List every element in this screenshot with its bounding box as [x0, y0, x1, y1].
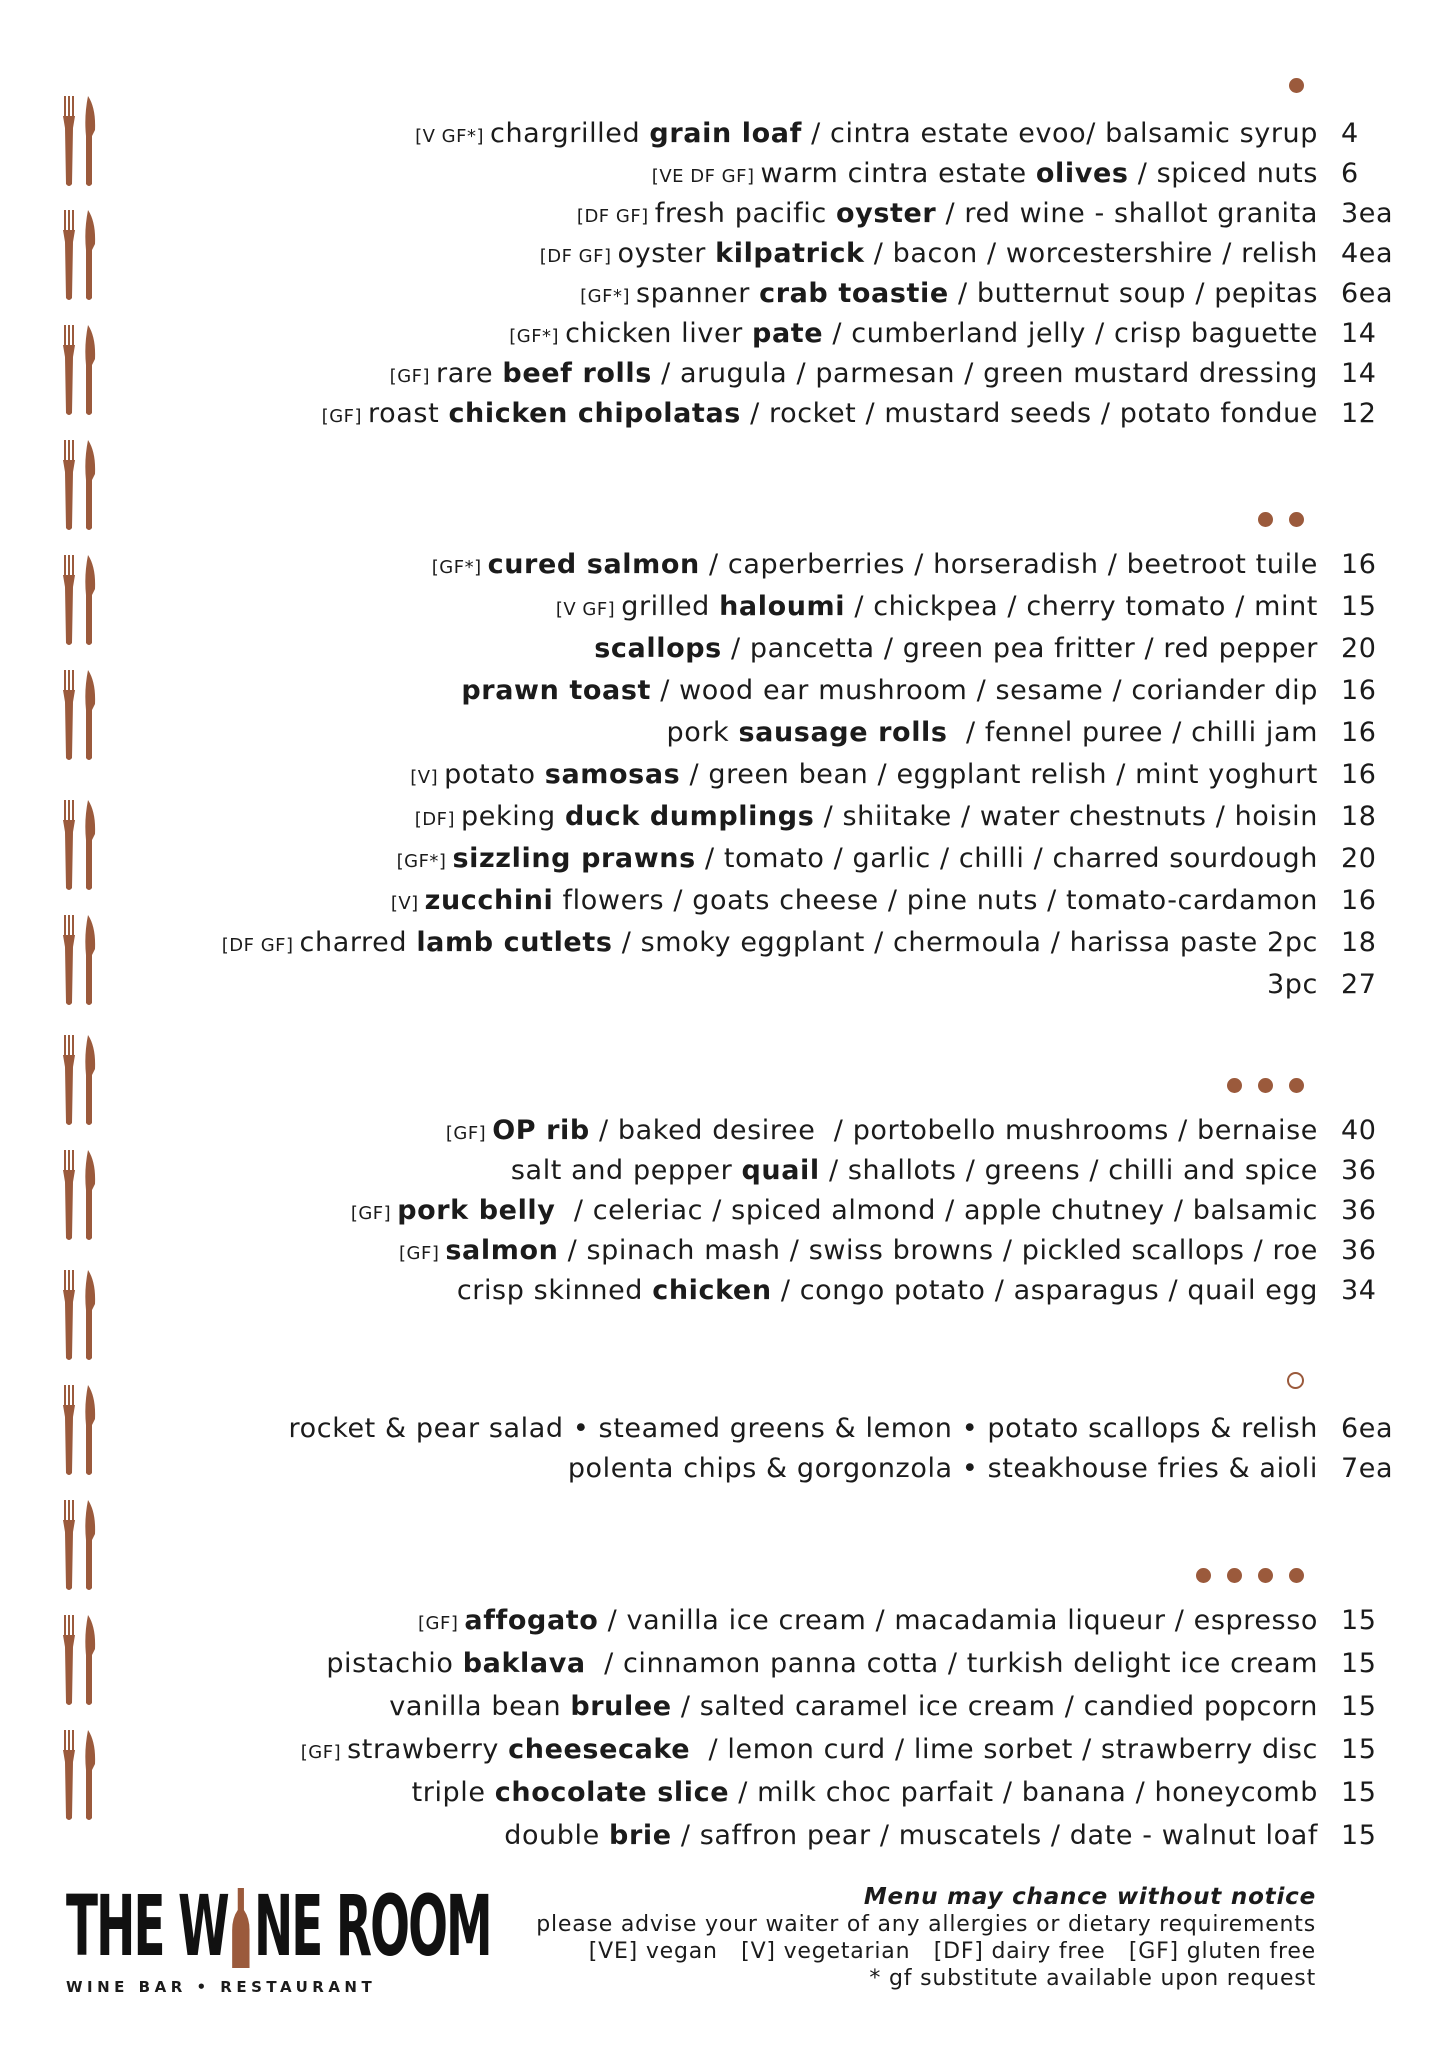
footer-notes — [536, 1884, 1316, 1992]
item-pre-text: potato — [444, 759, 545, 790]
item-description — [436, 358, 1318, 389]
menu-item — [418, 1604, 1318, 1641]
item-pre-text: polenta chips & gorgonzola • steakhouse fries & aioli — [567, 1453, 1318, 1484]
item-description — [618, 238, 1319, 269]
item-description — [761, 158, 1319, 189]
dot-marker — [1258, 1078, 1273, 1093]
item-post-text: / spiced nuts — [1128, 158, 1318, 189]
item-price: 36 — [1341, 1195, 1377, 1226]
item-bold-text: oyster — [835, 198, 937, 229]
section-marker — [1258, 512, 1304, 527]
item-price: 20 — [1341, 633, 1377, 664]
item-price: 16 — [1341, 885, 1377, 916]
menu-item — [412, 1776, 1318, 1813]
item-post-text: / congo potato / asparagus / quail egg — [771, 1275, 1318, 1306]
item-bold-text: crab toastie — [759, 278, 949, 309]
dietary-tag: [V] — [390, 893, 419, 914]
open-circle-marker — [1287, 1372, 1304, 1389]
item-price: 27 — [1341, 969, 1377, 1000]
item-price: 4ea — [1341, 238, 1394, 269]
item-post-text: / celeriac / spiced almond / apple chutney / balsamic — [555, 1195, 1318, 1226]
item-price: 40 — [1341, 1115, 1377, 1146]
section-marker — [1196, 1568, 1304, 1583]
item-bold-text: brie — [609, 1820, 672, 1851]
dot-marker — [1227, 1568, 1242, 1583]
menu-item — [540, 237, 1318, 274]
item-price: 15 — [1341, 591, 1377, 622]
dietary-tag: [DF GF] — [576, 206, 649, 227]
item-pre-text: vanilla bean — [389, 1691, 571, 1722]
item-post-text: / shiitake / water chestnuts / hoisin — [814, 801, 1318, 832]
item-description — [594, 633, 1318, 664]
item-bold-text: beef rolls — [502, 358, 652, 389]
gf-substitute-note: * gf substitute available upon request — [869, 1966, 1316, 1991]
item-pre-text: crisp skinned — [456, 1275, 653, 1306]
item-description — [326, 1648, 1318, 1679]
item-price: 15 — [1341, 1820, 1377, 1851]
menu-item — [391, 884, 1318, 921]
item-pre-text: chargrilled — [490, 118, 650, 149]
item-price: 15 — [1341, 1648, 1377, 1679]
item-post-text: / cintra estate evoo/ balsamic syrup — [801, 118, 1318, 149]
item-price: 36 — [1341, 1155, 1377, 1186]
item-bold-text: lamb cutlets — [416, 927, 613, 958]
dietary-tag: [GF] — [300, 1742, 342, 1763]
item-bold-text: prawn toast — [461, 675, 652, 706]
dietary-tag: [GF*] — [396, 851, 447, 872]
dietary-tag: [DF GF] — [221, 935, 294, 956]
item-description — [504, 1820, 1318, 1851]
dietary-tag: [GF] — [445, 1123, 487, 1144]
item-price: 15 — [1341, 1605, 1377, 1636]
item-description — [461, 675, 1318, 706]
item-bold-text: cured salmon — [487, 549, 700, 580]
item-description — [492, 1115, 1318, 1146]
menu-change-notice: Menu may chance without notice — [863, 1884, 1316, 1910]
item-description — [621, 591, 1318, 622]
item-description — [655, 198, 1318, 229]
dot-marker — [1289, 78, 1304, 93]
item-description — [347, 1734, 1318, 1765]
menu-item — [322, 397, 1318, 434]
menu-item — [1267, 968, 1318, 1005]
item-price: 6 — [1341, 158, 1359, 189]
item-description — [464, 1605, 1318, 1636]
dietary-tag: [GF] — [389, 366, 431, 387]
menu-item — [390, 357, 1318, 394]
item-post-text: flowers / goats cheese / pine nuts / tomato-cardamon — [553, 885, 1318, 916]
dot-marker — [1289, 512, 1304, 527]
item-post-text: / cinnamon panna cotta / turkish delight ice cream — [585, 1648, 1318, 1679]
item-bold-text: salmon — [445, 1235, 559, 1266]
menu-item — [461, 674, 1318, 711]
item-description — [389, 1691, 1318, 1722]
item-post-text: / arugula / parmesan / green mustard dressing — [651, 358, 1318, 389]
item-post-text: / butternut soup / pepitas — [948, 278, 1318, 309]
dietary-tag: [GF] — [350, 1203, 392, 1224]
item-bold-text: affogato — [464, 1605, 599, 1636]
menu-item — [351, 1194, 1318, 1231]
item-pre-text: 3pc — [1267, 969, 1318, 1000]
fork-knife-icon — [62, 1500, 98, 1590]
item-bold-text: brulee — [570, 1691, 672, 1722]
item-price: 4 — [1341, 118, 1359, 149]
menu-item — [594, 632, 1318, 669]
item-bold-text: sausage rolls — [738, 717, 948, 748]
item-description — [565, 318, 1318, 349]
dietary-tag: [GF] — [399, 1243, 440, 1264]
menu-item — [326, 1647, 1318, 1684]
item-bold-text: quail — [741, 1155, 820, 1186]
item-description — [511, 1155, 1318, 1186]
item-pre-text: charred — [299, 927, 417, 958]
item-bold-text: pate — [752, 318, 824, 349]
menu-item — [399, 1234, 1318, 1271]
menu-item — [556, 590, 1318, 627]
item-pre-text: roast — [368, 398, 449, 429]
fork-knife-icon — [62, 210, 98, 300]
fork-knife-icon — [62, 1270, 98, 1360]
item-pre-text: spanner — [636, 278, 760, 309]
item-pre-text: pork — [666, 717, 739, 748]
item-bold-text: chocolate slice — [494, 1777, 730, 1808]
dietary-tag: [DF] — [414, 809, 456, 830]
item-pre-text: warm cintra estate — [760, 158, 1036, 189]
menu-item — [389, 1690, 1318, 1727]
item-pre-text: double — [504, 1820, 610, 1851]
item-description — [488, 549, 1318, 580]
fork-knife-icon — [62, 325, 98, 415]
item-price: 34 — [1341, 1275, 1377, 1306]
item-post-text: / pancetta / green pea fritter / red pepper — [721, 633, 1318, 664]
item-post-text: / saffron pear / muscatels / date - walnut loaf — [671, 1820, 1318, 1851]
item-post-text: / lemon curd / lime sorbet / strawberry disc — [690, 1734, 1318, 1765]
item-description — [368, 398, 1318, 429]
menu-item — [410, 758, 1318, 795]
item-price: 18 — [1341, 801, 1377, 832]
item-pre-text: chicken liver — [565, 318, 753, 349]
logo-text-left: THE W — [66, 1877, 228, 1975]
allergy-advice: please advise your waiter of any allergies or dietary requirements — [536, 1912, 1316, 1937]
item-pre-text: salt and pepper — [510, 1155, 742, 1186]
item-bold-text: kilpatrick — [715, 238, 865, 269]
menu-item — [511, 1154, 1318, 1191]
menu-item — [446, 1114, 1318, 1151]
item-bold-text: cheesecake — [508, 1734, 691, 1765]
item-pre-text: strawberry — [347, 1734, 509, 1765]
dietary-tag: [VE DF GF] — [651, 166, 755, 187]
item-price: 7ea — [1341, 1453, 1394, 1484]
item-post-text: / tomato / garlic / chilli / charred sourdough — [695, 843, 1318, 874]
wine-bottle-icon — [230, 1888, 251, 1968]
item-price: 6ea — [1341, 1413, 1394, 1444]
menu-item — [301, 1733, 1318, 1770]
item-bold-text: duck dumplings — [564, 801, 815, 832]
menu-item — [577, 197, 1318, 234]
item-post-text: / rocket / mustard seeds / potato fondue — [740, 398, 1318, 429]
item-post-text: / salted caramel ice cream / candied popcorn — [671, 1691, 1318, 1722]
dietary-tag: [V] — [410, 767, 439, 788]
item-price: 14 — [1341, 318, 1377, 349]
item-description — [1267, 969, 1318, 1000]
menu-item — [397, 842, 1318, 879]
dietary-tag: [DF GF] — [539, 246, 612, 267]
item-description — [568, 1453, 1318, 1484]
fork-knife-icon — [62, 1730, 98, 1820]
item-pre-text: rocket & pear salad • steamed greens & lemon • potato scallops & relish — [288, 1413, 1318, 1444]
item-bold-text: olives — [1035, 158, 1129, 189]
item-description — [412, 1777, 1318, 1808]
fork-knife-icon — [62, 1615, 98, 1705]
logo-tagline: WINE BAR • RESTAURANT — [66, 1978, 377, 1996]
dietary-tag: [GF] — [321, 406, 363, 427]
menu-item — [415, 800, 1318, 837]
item-post-text: / shallots / greens / chilli and spice — [819, 1155, 1318, 1186]
section-marker — [1287, 1372, 1304, 1389]
item-post-text: / caperberries / horseradish / beetroot tuile — [699, 549, 1318, 580]
item-pre-text: peking — [461, 801, 565, 832]
item-bold-text: samosas — [544, 759, 681, 790]
fork-knife-icon — [62, 670, 98, 760]
item-price: 16 — [1341, 549, 1377, 580]
item-post-text: / bacon / worcestershire / relish — [864, 238, 1318, 269]
dietary-tag: [GF] — [418, 1613, 459, 1634]
item-price: 16 — [1341, 675, 1377, 706]
item-post-text: / chickpea / cherry tomato / mint — [845, 591, 1318, 622]
item-description — [457, 1275, 1318, 1306]
item-description — [300, 927, 1318, 958]
dietary-tag: [GF*] — [580, 286, 631, 307]
menu-item — [568, 1452, 1318, 1489]
item-post-text: / baked desiree / portobello mushrooms / bernaise — [589, 1115, 1318, 1146]
item-post-text: / cumberland jelly / crisp baguette — [823, 318, 1318, 349]
item-description — [289, 1413, 1318, 1444]
item-price: 16 — [1341, 759, 1377, 790]
dot-marker — [1258, 1568, 1273, 1583]
item-bold-text: baklava — [462, 1648, 586, 1679]
dot-marker — [1289, 1568, 1304, 1583]
menu-item — [580, 277, 1318, 314]
item-price: 16 — [1341, 717, 1377, 748]
item-post-text: / milk choc parfait / banana / honeycomb — [729, 1777, 1318, 1808]
menu-item — [457, 1274, 1318, 1311]
item-post-text: / fennel puree / chilli jam — [947, 717, 1318, 748]
item-description — [445, 1235, 1318, 1266]
fork-knife-icon — [62, 1385, 98, 1475]
item-pre-text: rare — [436, 358, 503, 389]
dietary-tag: [GF*] — [431, 557, 482, 578]
item-post-text: / green bean / eggplant relish / mint yoghurt — [680, 759, 1318, 790]
item-price: 36 — [1341, 1235, 1377, 1266]
menu-item — [667, 716, 1319, 753]
item-post-text: / smoky eggplant / chermoula / harissa paste 2pc — [612, 927, 1318, 958]
item-description — [452, 843, 1318, 874]
item-price: 20 — [1341, 843, 1377, 874]
item-bold-text: sizzling prawns — [452, 843, 696, 874]
item-price: 12 — [1341, 398, 1377, 429]
menu-item — [222, 926, 1318, 963]
dietary-legend: [VE] vegan [V] vegetarian [DF] dairy free [GF] gluten free — [588, 1939, 1316, 1964]
item-price: 15 — [1341, 1734, 1377, 1765]
dot-marker — [1196, 1568, 1211, 1583]
item-post-text: / vanilla ice cream / macadamia liqueur / espresso — [598, 1605, 1318, 1636]
item-pre-text: grilled — [621, 591, 720, 622]
fork-knife-icon — [62, 555, 98, 645]
item-description — [490, 118, 1318, 149]
item-post-text: / spinach mash / swiss browns / pickled scallops / roe — [558, 1235, 1318, 1266]
fork-knife-icon — [62, 915, 98, 1005]
fork-knife-icon — [62, 1035, 98, 1125]
item-price: 15 — [1341, 1691, 1377, 1722]
item-pre-text: fresh pacific — [654, 198, 836, 229]
item-bold-text: chicken chipolatas — [448, 398, 741, 429]
item-post-text: / red wine - shallot granita — [936, 198, 1318, 229]
item-description — [636, 278, 1318, 309]
section-marker — [1289, 78, 1304, 93]
menu-item — [509, 317, 1318, 354]
item-description — [397, 1195, 1318, 1226]
item-description — [461, 801, 1318, 832]
fork-knife-icon — [62, 96, 98, 186]
item-description — [667, 717, 1319, 748]
section-marker — [1227, 1078, 1304, 1093]
dot-marker — [1258, 512, 1273, 527]
item-bold-text: pork belly — [397, 1195, 556, 1226]
item-price: 14 — [1341, 358, 1377, 389]
item-description — [425, 885, 1318, 916]
item-price: 15 — [1341, 1777, 1377, 1808]
item-pre-text: triple — [411, 1777, 495, 1808]
fork-knife-icon — [62, 440, 98, 530]
item-post-text: / wood ear mushroom / sesame / coriander dip — [651, 675, 1318, 706]
item-bold-text: zucchini — [424, 885, 554, 916]
item-bold-text: OP rib — [492, 1115, 590, 1146]
item-price: 3ea — [1341, 198, 1394, 229]
item-bold-text: chicken — [652, 1275, 772, 1306]
dot-marker — [1227, 1078, 1242, 1093]
dot-marker — [1289, 1078, 1304, 1093]
item-bold-text: haloumi — [719, 591, 846, 622]
menu-item — [504, 1819, 1318, 1856]
item-bold-text: scallops — [594, 633, 722, 664]
dietary-tag: [V GF] — [555, 599, 616, 620]
fork-knife-icon — [62, 800, 98, 890]
dietary-tag: [V GF*] — [415, 126, 485, 147]
dietary-tag: [GF*] — [509, 326, 560, 347]
item-pre-text: pistachio — [326, 1648, 463, 1679]
item-description — [444, 759, 1318, 790]
item-price: 18 — [1341, 927, 1377, 958]
item-pre-text: oyster — [617, 238, 716, 269]
menu-item — [415, 117, 1318, 154]
fork-knife-icon — [62, 1150, 98, 1240]
item-price: 6ea — [1341, 278, 1394, 309]
menu-item — [432, 548, 1318, 585]
item-bold-text: grain loaf — [649, 118, 802, 149]
logo-text-right: NE ROOM — [253, 1877, 491, 1975]
menu-item — [652, 157, 1318, 194]
menu-item — [289, 1412, 1318, 1449]
